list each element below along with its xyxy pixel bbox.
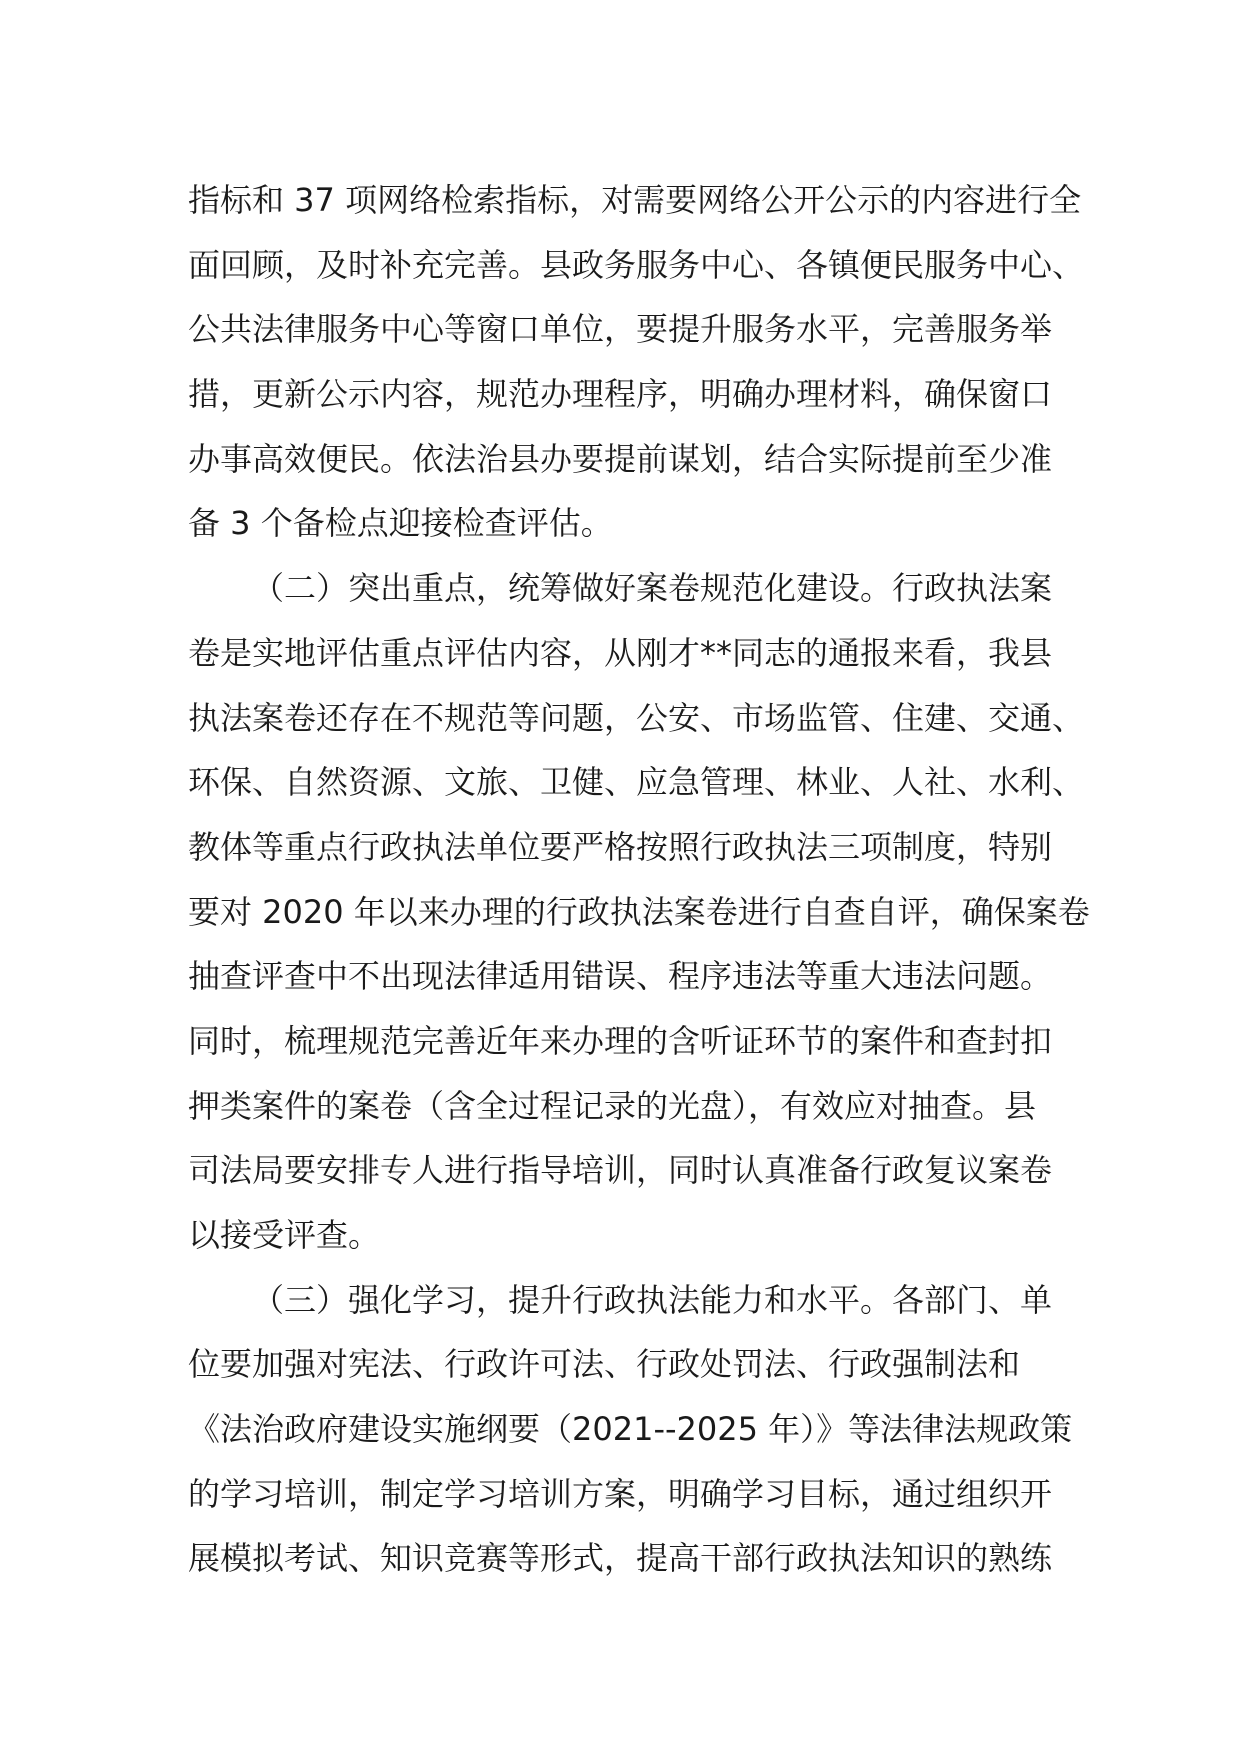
text-line: 押类案件的案卷（含全过程记录的光盘），有效应对抽查。县 [188, 1086, 1037, 1125]
text-line: 同时，梳理规范完善近年来办理的含听证环节的案件和查封扣 [188, 1021, 1053, 1060]
text-line: 卷是实地评估重点评估内容，从刚才**同志的通报来看，我县 [188, 633, 1053, 672]
text-line: 的学习培训，制定学习培训方案，明确学习目标，通过组织开 [188, 1474, 1053, 1513]
text-line: 位要加强对宪法、行政许可法、行政处罚法、行政强制法和 [188, 1345, 1021, 1384]
text-line: 备 3 个备检点迎接检查评估。 [188, 504, 613, 543]
text-line: 抽查评查中不出现法律适用错误、程序违法等重大违法问题。 [188, 957, 1053, 996]
text-line: 公共法律服务中心等窗口单位，要提升服务水平，完善服务举 [188, 310, 1053, 349]
text-line: 展模拟考试、知识竞赛等形式，提高干部行政执法知识的熟练 [188, 1539, 1053, 1578]
text-line: 要对 2020 年以来办理的行政执法案卷进行自查自评，确保案卷 [188, 892, 1090, 931]
text-line: 司法局要安排专人进行指导培训，同时认真准备行政复议案卷 [188, 1151, 1053, 1190]
text-line: 执法案卷还存在不规范等问题，公安、市场监管、住建、交通、 [188, 698, 1085, 737]
text-line: 环保、自然资源、文旅、卫健、应急管理、林业、人社、水利、 [188, 763, 1085, 802]
text-line: 面回顾，及时补充完善。县政务服务中心、各镇便民服务中心、 [188, 245, 1085, 284]
text-line: 教体等重点行政执法单位要严格按照行政执法三项制度，特别 [188, 827, 1053, 866]
text-line: 《法治政府建设实施纲要（2021--2025 年）》等法律法规政策 [188, 1410, 1073, 1449]
section-heading-line: （三）强化学习，提升行政执法能力和水平。各部门、单 [252, 1280, 1053, 1319]
text-line: 指标和 37 项网络检索指标，对需要网络公开公示的内容进行全 [188, 181, 1082, 219]
section-heading-line: （二）突出重点，统筹做好案卷规范化建设。行政执法案 [252, 569, 1053, 608]
body-text [188, 168, 1088, 1591]
text-line: 以接受评查。 [188, 1216, 381, 1254]
text-line: 办事高效便民。依法治县办要提前谋划，结合实际提前至少准 [188, 439, 1053, 478]
text-line: 措，更新公示内容，规范办理程序，明确办理材料，确保窗口 [188, 375, 1053, 414]
